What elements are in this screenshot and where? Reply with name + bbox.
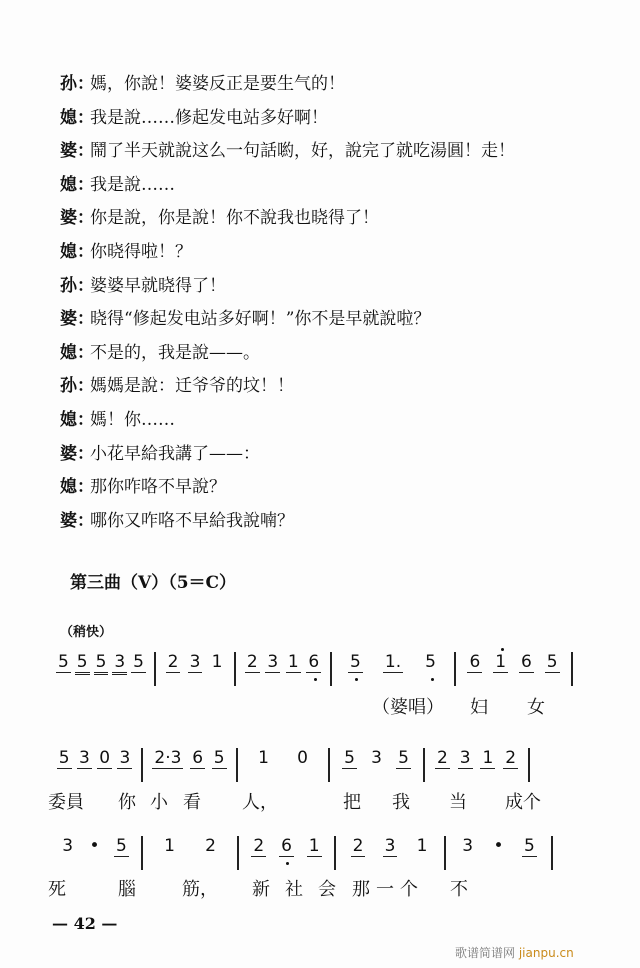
score-row-3	[48, 836, 573, 866]
dialogue-line	[60, 444, 260, 464]
note: 5	[213, 748, 225, 768]
song-title: 第三曲（Ⅴ）（5＝C）	[70, 573, 237, 593]
measure	[143, 748, 238, 782]
line-text: 媽，你說！婆婆反正是要生气的！	[90, 74, 345, 94]
speaker: 媳：	[60, 174, 94, 195]
note: 5	[523, 836, 535, 856]
note: 1.	[384, 652, 402, 672]
line-text: 你是說，你是說！你不說我也晓得了！	[90, 208, 379, 229]
speaker: 婆：	[60, 309, 94, 330]
tempo-marking: （稍快）	[60, 625, 113, 640]
dialogue-line	[60, 343, 260, 363]
dialogue-line	[60, 242, 192, 262]
note: 2	[436, 748, 448, 768]
lyric: 把	[343, 792, 361, 813]
note: 3	[112, 652, 127, 675]
line-text: 我是說……	[90, 174, 175, 195]
note: 5	[58, 748, 70, 768]
note: 3	[189, 652, 201, 672]
speaker: 媳：	[60, 242, 94, 262]
note: •	[89, 836, 100, 856]
line-text: 小花早給我講了——：	[90, 443, 260, 464]
note: 1	[211, 652, 223, 672]
measure	[48, 836, 143, 870]
note: 3	[119, 748, 131, 768]
note: 1	[482, 748, 494, 768]
note: 5	[398, 748, 409, 768]
note: 1	[258, 748, 269, 768]
lyric: 不	[450, 879, 468, 900]
note: 1	[308, 836, 320, 856]
lyric: 你	[118, 792, 136, 813]
note: 6	[469, 652, 481, 672]
score-row-1	[48, 652, 573, 682]
line-text: 你晓得啦！？	[90, 242, 192, 262]
measure	[143, 836, 239, 870]
lyric: 妇	[470, 697, 488, 718]
note: 0	[297, 748, 308, 768]
line-text: 媽！你……	[90, 410, 175, 430]
measure	[238, 748, 330, 782]
measure	[456, 652, 573, 686]
note: 3	[459, 748, 471, 768]
dialogue-line	[60, 276, 226, 296]
measure	[446, 836, 553, 870]
note: 6	[308, 652, 320, 672]
lyric: 那一个	[352, 879, 424, 900]
dialogue-line	[60, 376, 294, 396]
speaker: 媳：	[60, 410, 94, 430]
dialogue-line	[60, 309, 430, 329]
speaker: 婆：	[60, 443, 94, 464]
note: •	[493, 836, 504, 856]
line-text: 那你咋咯不早說？	[90, 477, 226, 498]
note: 5	[350, 652, 361, 672]
note: 2	[167, 652, 179, 672]
note: 2	[246, 652, 258, 672]
note: 6	[192, 748, 204, 768]
lyric: 我	[392, 792, 410, 813]
note: 6	[281, 836, 292, 856]
note: 5	[133, 652, 144, 672]
lyric: 会	[318, 879, 336, 900]
lyric: 当	[449, 792, 467, 813]
dialogue-line	[60, 108, 328, 128]
watermark-cn: 歌谱简谱网	[455, 946, 516, 960]
note: 5	[344, 748, 355, 768]
lyric: 腦	[118, 879, 136, 900]
note: 5	[94, 652, 109, 675]
lyric: 成个	[505, 792, 541, 813]
lyric: 小	[150, 792, 168, 813]
lyric: （婆唱）	[372, 697, 444, 718]
lyric: 新	[252, 879, 270, 900]
measure	[48, 748, 143, 782]
lyric: 女	[527, 697, 545, 718]
lyric: 筋，	[182, 879, 218, 900]
lyric: 委員	[48, 792, 84, 813]
note: 3	[62, 836, 74, 856]
speaker: 孙：	[60, 376, 94, 397]
speaker: 媳：	[60, 342, 94, 363]
line-text: 哪你又咋咯不早給我說喃？	[90, 510, 294, 531]
lyric: 人，	[242, 792, 278, 813]
note: 1	[495, 652, 507, 672]
note: 3	[78, 748, 90, 768]
measure	[330, 748, 425, 782]
speaker: 婆：	[60, 208, 94, 229]
measure	[48, 652, 156, 686]
measure	[156, 652, 236, 686]
line-text: 媽媽是說：迁爷爷的坟！！	[90, 376, 294, 397]
speaker: 孙：	[60, 74, 94, 94]
note: 5	[57, 652, 69, 672]
note: 3	[267, 652, 279, 672]
dialogue-line	[60, 74, 345, 94]
note: 6	[520, 652, 532, 672]
speaker: 媳：	[60, 107, 94, 128]
dialogue-line	[60, 175, 175, 195]
watermark	[455, 944, 574, 961]
dialogue-line	[60, 477, 226, 497]
measure	[332, 652, 456, 686]
lyric: 死	[48, 879, 66, 900]
line-text: 婆婆早就晓得了！	[90, 275, 226, 296]
note: 3	[384, 836, 396, 856]
dialogue-line	[60, 410, 175, 430]
line-text: 不是的，我是說——。	[90, 342, 260, 363]
line-text: 我是說……修起发电站多好啊！	[90, 107, 328, 128]
note: 2	[352, 836, 364, 856]
note: 5	[115, 836, 127, 856]
lyric: 看	[183, 792, 201, 813]
watermark-en: jianpu.cn	[518, 946, 574, 960]
speaker: 媳：	[60, 477, 94, 498]
page-number: — 42 —	[52, 914, 118, 933]
dialogue-line	[60, 208, 379, 228]
score-row-2	[48, 748, 573, 778]
speaker: 婆：	[60, 510, 94, 531]
note: 3	[371, 748, 382, 768]
speaker: 婆：	[60, 141, 94, 162]
note: 2·3	[154, 748, 182, 768]
note: 0	[99, 748, 111, 768]
note: 5	[425, 652, 436, 672]
note: 2	[205, 836, 216, 856]
lyric: 社	[285, 879, 303, 900]
note: 1	[416, 836, 428, 856]
dialogue-line	[60, 511, 294, 531]
note: 1	[164, 836, 175, 856]
measure	[236, 652, 332, 686]
line-text: 晓得“修起发电站多好啊！”你不是早就說啦？	[90, 309, 431, 330]
speaker: 孙：	[60, 275, 94, 296]
measure	[239, 836, 336, 870]
measure	[425, 748, 530, 782]
note: 1	[287, 652, 299, 672]
note: 3	[462, 836, 474, 856]
note: 5	[546, 652, 558, 672]
note: 5	[75, 652, 90, 675]
line-text: 鬧了半天就說这么一句話喲，好，說完了就吃湯圓！走！	[90, 141, 515, 162]
note: 2	[505, 748, 517, 768]
dialogue-line	[60, 141, 515, 161]
measure	[336, 836, 446, 870]
note: 2	[253, 836, 265, 856]
